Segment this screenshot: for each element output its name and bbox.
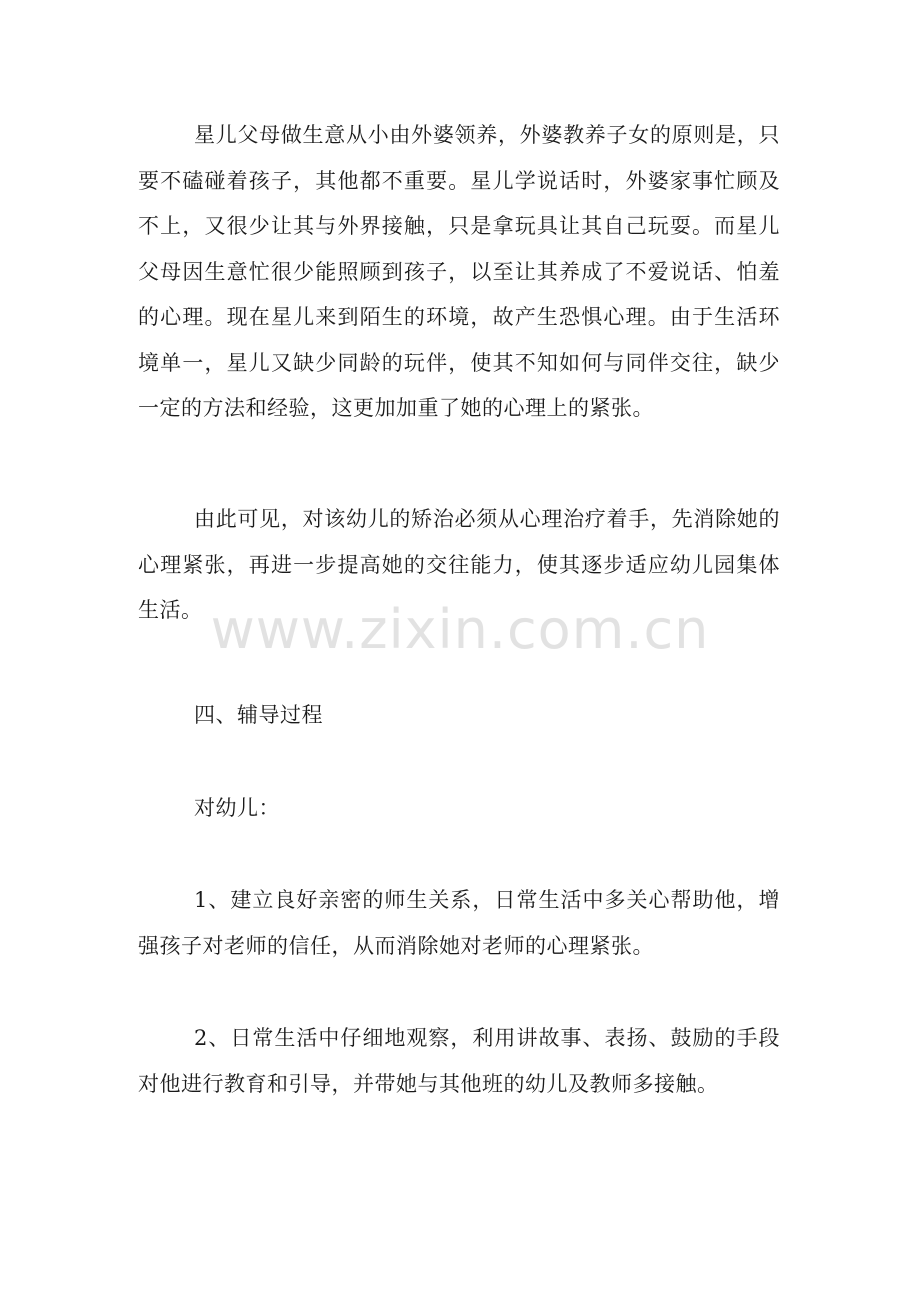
section-heading: 四、辅导过程 (194, 703, 323, 727)
paragraph-conclusion: 由此可见，对该幼儿的矫治必须从心理治疗着手，先消除她的心理紧张，再进一步提高她的交往能力，使其逐步适应幼儿园集体生活。 (138, 507, 780, 622)
list-item-1: 1、建立良好亲密的师生关系，日常生活中多关心帮助他，增强孩子对老师的信任，从而消除她对老师的心理紧张。 (138, 888, 780, 958)
subheading-for-child: 对幼儿： (194, 796, 280, 820)
list-item-2: 2、日常生活中仔细地观察，利用讲故事、表扬、鼓励的手段对他进行教育和引导，并带她与其他班的幼儿及教师多接触。 (138, 1026, 780, 1096)
watermark: www.zixin.com.cn (210, 598, 710, 661)
paragraph-background: 星儿父母做生意从小由外婆领养，外婆教养子女的原则是，只要不磕碰着孩子，其他都不重要。星儿学说话时，外婆家事忙顾及不上，又很少让其与外界接触，只是拿玩具让其自己玩耍。而星儿父母因生意忙很少能照顾到孩子，以至让其养成了不爱说话、怕羞的心理。现在星儿来到陌生的环境，故产生恐惧心理。由于生活环境单一，星儿又缺少同龄的玩伴，使其不知如何与同伴交往，缺少一定的方法和经验，这更加加重了她的心理上的紧张。 (138, 123, 780, 420)
